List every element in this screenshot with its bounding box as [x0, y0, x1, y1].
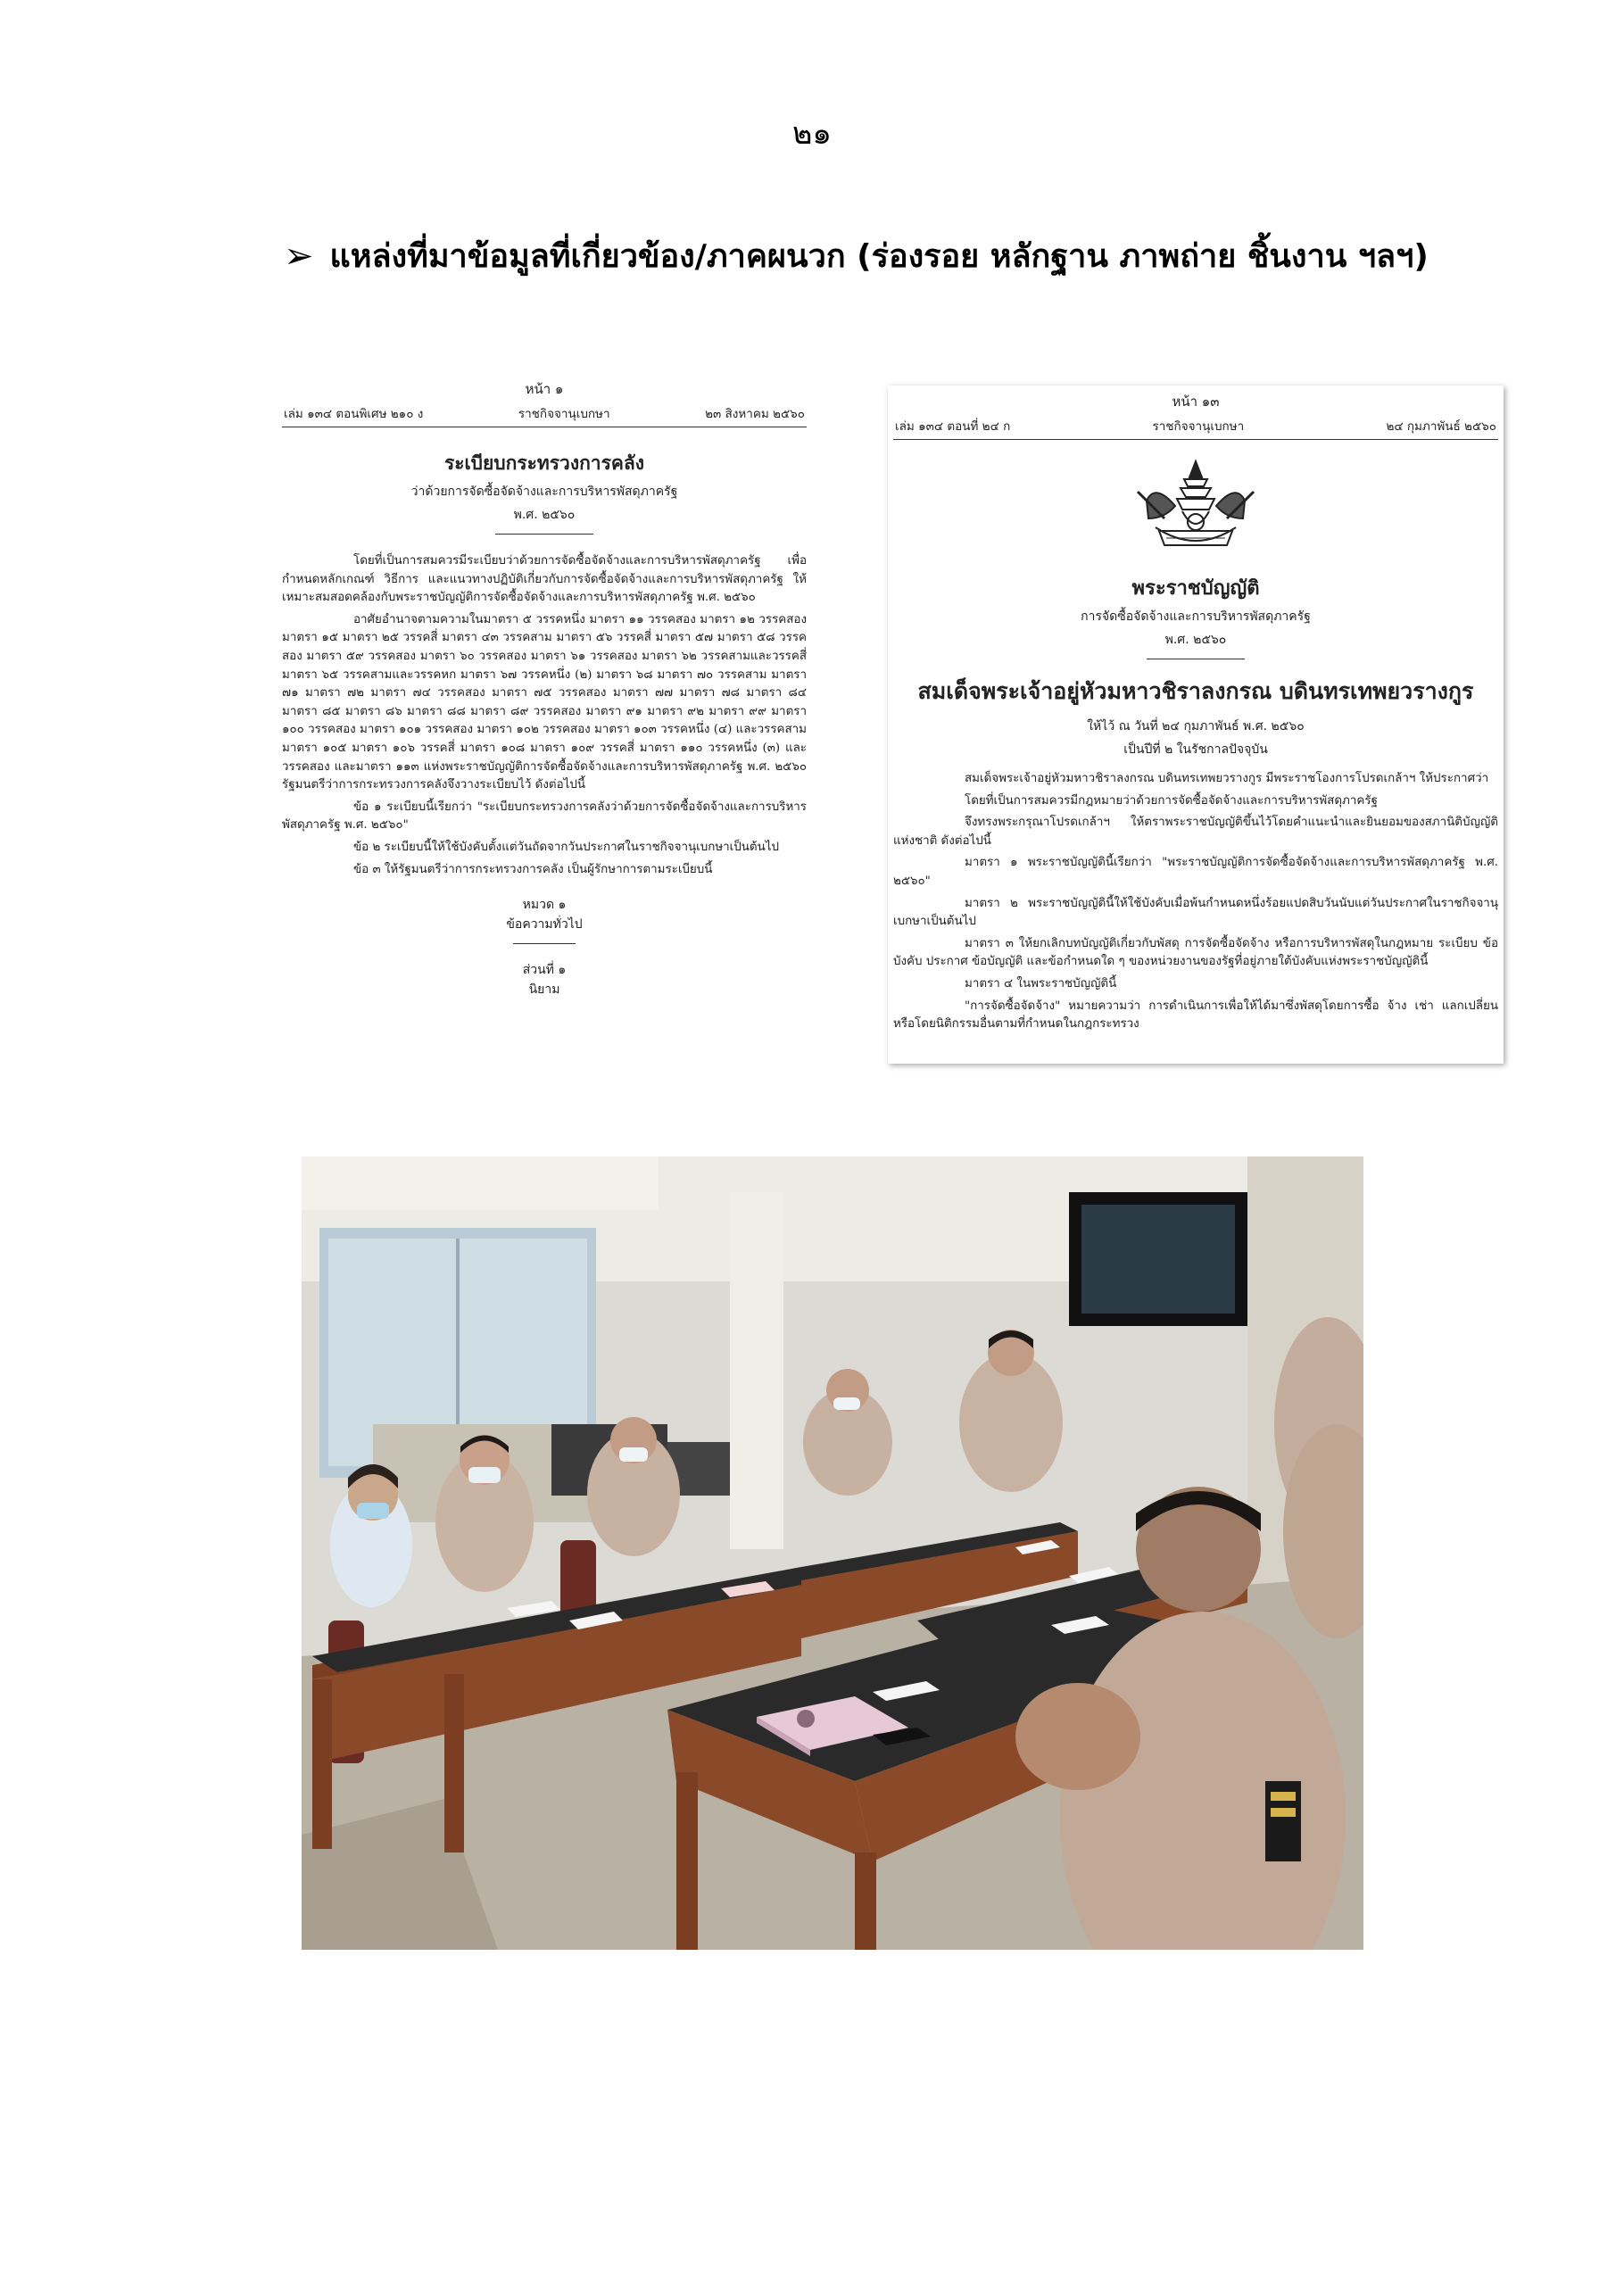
gazette2-para1: สมเด็จพระเจ้าอยู่หัวมหาวชิราลงกรณ บดินทรเทพยวรางกูร มีพระราชโองการโปรดเกล้าฯ ให้ประกาศว่า	[965, 772, 1489, 785]
gazette2-year: พ.ศ. ๒๕๖๐	[1164, 633, 1227, 647]
gazette-regulation-image	[277, 373, 812, 1069]
gazette1-chapter-title: ข้อความทั่วไป	[506, 917, 583, 932]
gazette2-king-name: สมเด็จพระเจ้าอยู่หัวมหาวชิราลงกรณ บดินทรเทพยวรางกูร	[917, 678, 1474, 704]
gazette1-part-title: นิยาม	[528, 982, 560, 998]
gazette1-para1: โดยที่เป็นการสมควรมีระเบียบว่าด้วยการจัดซื้อจัดจ้างและการบริหารพัสดุภาครัฐ เพื่อกำหนดหลักเกณฑ์ วิธีการ และแนวทางปฏิบัติเกี่ยวกับการจัดซื้อจัดจ้างและการบริหารพัสดุภาครัฐ ให้เหมาะสมสอดคล้องกับพระราชบัญญัติการจัดซื้อจัดจ้างและการบริหารพัสดุภาครัฐ พ.ศ. ๒๕๖๐	[282, 554, 807, 605]
gazette2-section3: มาตรา ๓ ให้ยกเลิกบทบัญญัติเกี่ยวกับพัสดุ การจัดซื้อจัดจ้าง หรือการบริหารพัสดุในกฎหมาย ระเบียบ ข้อบังคับ ประกาศ ข้อบัญญัติ และข้อกำหนดใด ๆ ของหน่วยงานของรัฐที่อยู่ภายใต้บังคับแห่งพระราชบัญญัตินี้	[893, 936, 1498, 969]
gazette2-header	[893, 414, 1498, 440]
gazette1-clause1: ข้อ ๑ ระเบียบนี้เรียกว่า "ระเบียบกระทรวงการคลังว่าด้วยการจัดซื้อจัดจ้างและการบริหารพัสดุภาครัฐ พ.ศ. ๒๕๖๐"	[282, 800, 807, 833]
gazette1-subtitle: ว่าด้วยการจัดซื้อจัดจ้างและการบริหารพัสดุภาครัฐ	[410, 485, 678, 499]
gazette2-given-date: ให้ไว้ ณ วันที่ ๒๔ กุมภาพันธ์ พ.ศ. ๒๕๖๐	[1087, 719, 1305, 734]
gazette2-reign-year: เป็นปีที่ ๒ ในรัชกาลปัจจุบัน	[1123, 742, 1268, 757]
meeting-photo	[302, 1156, 1363, 1950]
gazette2-section2: มาตรา ๒ พระราชบัญญัตินี้ให้ใช้บังคับเมื่อพ้นกำหนดหนึ่งร้อยแปดสิบวันนับแต่วันประกาศในราชกิจจานุเบกษาเป็นต้นไป	[893, 896, 1498, 929]
gazette1-clause2: ข้อ ๒ ระเบียบนี้ให้ใช้บังคับตั้งแต่วันถัดจากวันประกาศในราชกิจจานุเบกษาเป็นต้นไป	[353, 840, 779, 854]
gazette2-section4: มาตรา ๔ ในพระราชบัญญัตินี้	[965, 976, 1117, 991]
gazette-act-image	[888, 385, 1504, 1064]
gazette2-para3: จึงทรงพระกรุณาโปรดเกล้าฯ ให้ตราพระราชบัญญัติขึ้นไว้โดยคำแนะนำและยินยอมของสภานิติบัญญัติแห่งชาติ ดังต่อไปนี้	[893, 816, 1498, 848]
gazette1-divider	[495, 534, 593, 535]
arrow-bullet-icon: ➢	[284, 235, 314, 277]
gazette2-header-left: เล่ม ๑๓๔ ตอนที่ ๒๔ ก	[895, 419, 1011, 434]
gazette1-divider-2	[513, 943, 576, 944]
gazette1-page-label: หน้า ๑	[525, 381, 564, 397]
gazette2-section4-definition: "การจัดซื้อจัดจ้าง" หมายความว่า การดำเนินการเพื่อให้ได้มาซึ่งพัสดุโดยการซื้อ จ้าง เช่า แลกเปลี่ยน หรือโดยนิติกรรมอื่นตามที่กำหนดในกฎกระทรวง	[893, 999, 1498, 1032]
gazette1-header-center: ราชกิจจานุเบกษา	[518, 407, 610, 421]
gazette1-part: ส่วนที่ ๑	[522, 963, 567, 978]
gazette2-header-center: ราชกิจจานุเบกษา	[1152, 419, 1245, 434]
gazette1-clause3: ข้อ ๓ ให้รัฐมนตรีว่าการกระทรวงการคลัง เป็นผู้รักษาการตามระเบียบนี้	[353, 862, 713, 876]
section-heading	[284, 230, 1444, 281]
gazette1-header	[282, 402, 807, 427]
gazette1-year: พ.ศ. ๒๕๖๐	[513, 508, 576, 522]
gazette2-subtitle: การจัดซื้อจัดจ้างและการบริหารพัสดุภาครัฐ	[1081, 609, 1311, 624]
gazette1-header-left: เล่ม ๑๓๔ ตอนพิเศษ ๒๑๐ ง	[284, 407, 424, 421]
royal-emblem-icon	[1129, 456, 1263, 561]
gazette2-para2: โดยที่เป็นการสมควรมีกฎหมายว่าด้วยการจัดซื้อจัดจ้างและการบริหารพัสดุภาครัฐ	[965, 793, 1378, 808]
gazette1-chapter: หมวด ๑	[522, 898, 567, 913]
section-heading-text: แหล่งที่มาข้อมูลที่เกี่ยวข้อง/ภาคผนวก (ร่องรอย หลักฐาน ภาพถ่าย ชิ้นงาน ฯลฯ)	[329, 238, 1429, 275]
page-number: ๒๑	[792, 116, 832, 152]
meeting-room-illustration	[302, 1156, 1363, 1950]
gazette2-section1: มาตรา ๑ พระราชบัญญัตินี้เรียกว่า "พระราชบัญญัติการจัดซื้อจัดจ้างและการบริหารพัสดุภาครัฐ พ.ศ. ๒๕๖๐"	[893, 856, 1498, 888]
gazette1-header-right: ๒๓ สิงหาคม ๒๕๖๐	[705, 407, 805, 421]
gazette1-para2: อาศัยอำนาจตามความในมาตรา ๕ วรรคหนึ่ง มาตรา ๑๑ วรรคสอง มาตรา ๑๒ วรรคสอง มาตรา ๑๕ มาตรา ๒๕ วรรคสี่ มาตรา ๔๓ วรรคสาม มาตรา ๕๖ วรรคสี่ มาตรา ๕๗ มาตรา ๕๘ วรรคสอง มาตรา ๕๙ วรรคสอง มาตรา ๖๐ วรรคสอง มาตรา ๖๑ วรรคสอง มาตรา ๖๒ วรรคสามและวรรคสี่ มาตรา ๖๕ วรรคสามและวรรคหก มาตรา ๖๗ วรรคหนึ่ง (๒) มาตรา ๖๘ มาตรา ๗๐ วรรคสาม มาตรา ๗๑ มาตรา ๗๒ มาตรา ๗๔ วรรคสอง มาตรา ๗๕ วรรคสอง มาตรา ๗๗ มาตรา ๗๘ มาตรา ๘๔ มาตรา ๘๕ มาตรา ๘๖ มาตรา ๘๘ มาตรา ๘๙ วรรคสอง มาตรา ๙๑ มาตรา ๙๒ มาตรา ๙๙ มาตรา ๑๐๐ วรรคสอง มาตรา ๑๐๑ วรรคสอง มาตรา ๑๐๒ วรรคสอง มาตรา ๑๐๓ วรรคหนึ่ง (๔) และวรรคสาม มาตรา ๑๐๕ มาตรา ๑๐๖ วรรคสี่ มาตรา ๑๐๘ มาตรา ๑๐๙ วรรคสี่ มาตรา ๑๑๐ วรรคหนึ่ง (๓) และวรรคสอง และมาตรา ๑๑๓ แห่งพระราชบัญญัติการจัดซื้อจัดจ้างและการบริหารพัสดุภาครัฐ พ.ศ. ๒๕๖๐ รัฐมนตรีว่าการกระทรวงการคลังจึงวางระเบียบไว้ ดังต่อไปนี้	[282, 612, 807, 792]
gazette2-title: พระราชบัญญัติ	[1131, 576, 1260, 600]
gazette2-page-label: หน้า ๑๓	[1172, 394, 1220, 410]
gazette1-title: ระเบียบกระทรวงการคลัง	[443, 452, 645, 474]
gazette2-header-right: ๒๔ กุมภาพันธ์ ๒๕๖๐	[1386, 419, 1496, 434]
